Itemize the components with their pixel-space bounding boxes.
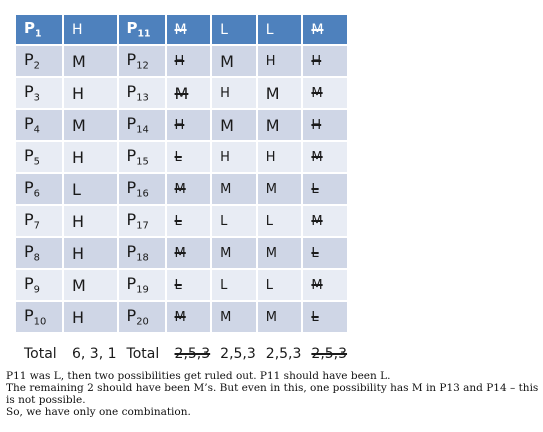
total-value: 2,5,3 xyxy=(167,334,211,374)
row-p-label: $P_7$ xyxy=(16,206,62,236)
table-row xyxy=(16,270,347,300)
row-value: M xyxy=(303,270,347,300)
row-q-label: $P_{19}$ xyxy=(119,270,165,300)
row-value: H xyxy=(212,142,256,172)
note-line: So, we have only one combination. xyxy=(6,406,191,418)
row-q-label: $P_{16}$ xyxy=(119,174,165,204)
row-p-label: $P_2$ xyxy=(16,46,62,76)
row-p-value: H xyxy=(64,78,117,108)
table-row xyxy=(16,46,347,76)
row-value: M xyxy=(167,238,211,268)
row-q-label: $P_{12}$ xyxy=(119,46,165,76)
row-value: H xyxy=(303,110,347,140)
table-header-row xyxy=(16,15,347,44)
row-value: M xyxy=(167,78,211,108)
row-p-value: M xyxy=(64,46,117,76)
row-p-value: H xyxy=(64,206,117,236)
row-value: L xyxy=(303,174,347,204)
row-p-label: $P_4$ xyxy=(16,110,62,140)
note-line: The remaining 2 should have been M’s. But even in this, one possibility has M in P13 and P14 – this is not possible. xyxy=(6,382,539,406)
table-row xyxy=(16,110,347,140)
row-q-label: $P_{14}$ xyxy=(119,110,165,140)
row-value: L xyxy=(303,238,347,268)
header-value: L xyxy=(212,15,256,44)
row-value: L xyxy=(167,206,211,236)
row-p-value: M xyxy=(64,110,117,140)
row-q-label: $P_{18}$ xyxy=(119,238,165,268)
row-value: M xyxy=(212,174,256,204)
row-value: H xyxy=(167,46,211,76)
total-p-value: 6, 3, 1 xyxy=(64,334,117,374)
row-p-label: $P_6$ xyxy=(16,174,62,204)
row-value: H xyxy=(258,46,302,76)
row-value: H xyxy=(303,46,347,76)
row-q-label: $P_{20}$ xyxy=(119,302,165,332)
row-value: L xyxy=(258,206,302,236)
table-row xyxy=(16,142,347,172)
table-row xyxy=(16,302,347,332)
row-value: L xyxy=(212,206,256,236)
row-p-value: H xyxy=(64,238,117,268)
row-value: M xyxy=(303,206,347,236)
row-value: M xyxy=(212,302,256,332)
row-value: M xyxy=(303,78,347,108)
row-p-label: $P_3$ xyxy=(16,78,62,108)
row-value: M xyxy=(167,174,211,204)
row-p-label: $P_{10}$ xyxy=(16,302,62,332)
row-value: M xyxy=(258,174,302,204)
total-row xyxy=(16,334,347,374)
combination-table xyxy=(14,13,349,376)
row-value: H xyxy=(212,78,256,108)
row-value: M xyxy=(212,238,256,268)
total-value: 2,5,3 xyxy=(212,334,256,374)
row-p-label: $P_5$ xyxy=(16,142,62,172)
row-value: M xyxy=(212,46,256,76)
row-q-label: $P_{13}$ xyxy=(119,78,165,108)
row-value: H xyxy=(258,142,302,172)
row-value: M xyxy=(303,142,347,172)
explanation-notes xyxy=(6,370,540,418)
row-p-value: M xyxy=(64,270,117,300)
row-value: M xyxy=(212,110,256,140)
header-value: M xyxy=(303,15,347,44)
header-p-label: $P_1$ xyxy=(16,15,62,44)
row-value: L xyxy=(167,142,211,172)
row-value: M xyxy=(167,302,211,332)
row-p-value: H xyxy=(64,142,117,172)
table-row xyxy=(16,238,347,268)
row-value: L xyxy=(303,302,347,332)
row-p-value: L xyxy=(64,174,117,204)
total-value: 2,5,3 xyxy=(258,334,302,374)
row-q-label: $P_{17}$ xyxy=(119,206,165,236)
row-value: M xyxy=(258,302,302,332)
table-row xyxy=(16,206,347,236)
table-row xyxy=(16,78,347,108)
row-value: L xyxy=(212,270,256,300)
header-value: L xyxy=(258,15,302,44)
row-value: M xyxy=(258,110,302,140)
total-label: Total xyxy=(16,334,62,374)
note-line: P11 was L, then two possibilities get ruled out. P11 should have been L. xyxy=(6,370,391,382)
total-q-label: Total xyxy=(119,334,165,374)
row-value: L xyxy=(258,270,302,300)
row-value: H xyxy=(167,110,211,140)
header-p-value: H xyxy=(64,15,117,44)
table-row xyxy=(16,174,347,204)
row-p-label: $P_9$ xyxy=(16,270,62,300)
header-value: M xyxy=(167,15,211,44)
row-q-label: $P_{15}$ xyxy=(119,142,165,172)
row-value: L xyxy=(167,270,211,300)
header-q-label: $P_{11}$ xyxy=(119,15,165,44)
row-value: M xyxy=(258,78,302,108)
row-value: M xyxy=(258,238,302,268)
total-value: 2,5,3 xyxy=(303,334,347,374)
row-p-label: $P_8$ xyxy=(16,238,62,268)
row-p-value: H xyxy=(64,302,117,332)
